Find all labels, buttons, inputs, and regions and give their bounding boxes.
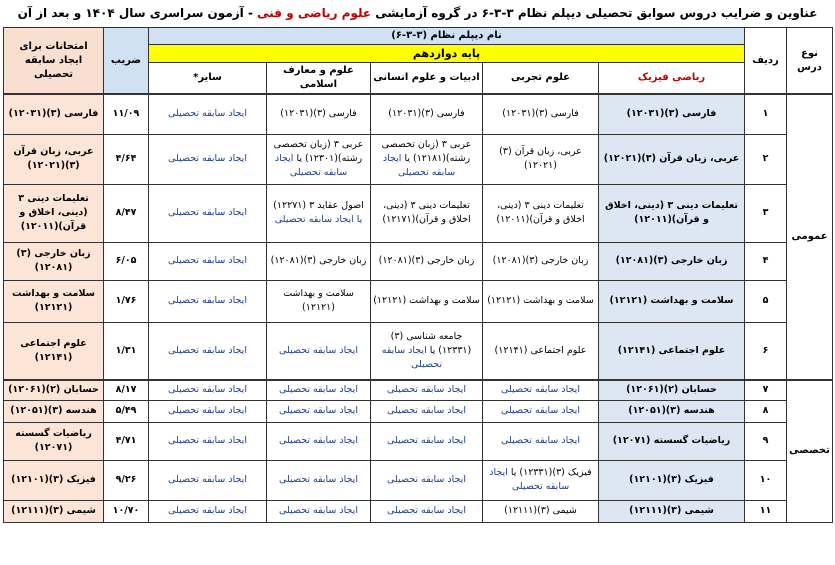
cell-isl: زبان خارجی (۳)(۱۲۰۸۱) [267,242,371,280]
cell-other: ایجاد سابقه تحصیلی [149,322,267,380]
header-grade: پایه دوازدهم [149,45,745,63]
cell-coef: ۱۰/۷۰ [104,500,149,522]
cell-lit: فارسی (۳)(۱۲۰۳۱) [371,94,483,134]
header-exam: امتحانات برای ایجاد سابقه تحصیلی [4,28,104,95]
cell-lit [371,322,483,380]
cell-other: ایجاد سابقه تحصیلی [149,460,267,500]
title-highlight: علوم ریاضی و فنی [257,6,372,20]
cell-exam: زبان خارجی (۳) (۱۲۰۸۱) [4,242,104,280]
cell-math: ریاضیات گسسته (۱۲۰۷۱) [599,422,745,460]
cell-other: ایجاد سابقه تحصیلی [149,400,267,422]
header-col-exp: علوم تجربی [483,63,599,95]
cell-exp [483,460,599,500]
cell-isl: فارسی (۳)(۱۲۰۳۱) [267,94,371,134]
cell-isl-main: عربی ۳ (زبان تخصصی رشته)(۱۲۳۰۱) یا [273,139,364,164]
cell-isl-alt: یا ایجاد سابقه تحصیلی [274,214,363,225]
cell-exp-main: فیزیک (۳)(۱۲۳۳۱) یا [510,467,592,478]
cell-lit: ایجاد سابقه تحصیلی [371,400,483,422]
cell-math: فارسی (۳)(۱۲۰۳۱) [599,94,745,134]
cell-math: شیمی (۳)(۱۲۱۱۱) [599,500,745,522]
cell-math: فیزیک (۳)(۱۲۱۰۱) [599,460,745,500]
cell-math: حسابان (۲)(۱۲۰۶۱) [599,380,745,400]
cell-math: زبان خارجی (۳)(۱۲۰۸۱) [599,242,745,280]
cell-lit: ایجاد سابقه تحصیلی [371,460,483,500]
cell-coef: ۱۱/۰۹ [104,94,149,134]
cell-lit-alt: ایجاد سابقه تحصیلی [381,344,442,370]
cell-exp: زبان خارجی (۳)(۱۲۰۸۱) [483,242,599,280]
cell-other: ایجاد سابقه تحصیلی [149,184,267,242]
header-system: نام دیپلم نظام (۳-۳-۶) [149,28,745,45]
row-number: ۸ [745,400,787,422]
cell-isl [267,134,371,184]
cell-coef: ۵/۴۹ [104,400,149,422]
page-title [0,0,835,26]
cell-exam: حسابان (۲)(۱۲۰۶۱) [4,380,104,400]
header-col-other: سایر* [149,63,267,95]
title-text-1: عناوین و ضرایب دروس سوابق تحصیلی دیپلم نظام ۳-۳-۶ در گروه آزمایشی [375,6,818,20]
cell-coef: ۸/۴۷ [104,184,149,242]
cell-exam: هندسه (۳)(۱۲۰۵۱) [4,400,104,422]
cell-coef: ۴/۷۱ [104,422,149,460]
cell-exam: سلامت و بهداشت (۱۲۱۲۱) [4,280,104,322]
row-number: ۱۰ [745,460,787,500]
cell-exam: ریاضیات گسسته (۱۲۰۷۱) [4,422,104,460]
row-number: ۳ [745,184,787,242]
row-number: ۶ [745,322,787,380]
cell-isl: ایجاد سابقه تحصیلی [267,322,371,380]
cell-exam: شیمی (۳)(۱۲۱۱۱) [4,500,104,522]
cell-other: ایجاد سابقه تحصیلی [149,422,267,460]
group-specialized: تخصصی [787,380,833,522]
row-number: ۷ [745,380,787,400]
header-col-isl: علوم و معارف اسلامی [267,63,371,95]
cell-math: عربی، زبان قرآن (۳)(۱۲۰۲۱) [599,134,745,184]
cell-exp: شیمی (۳)(۱۲۱۱۱) [483,500,599,522]
coefficients-table [3,27,833,523]
cell-exam: فارسی (۳)(۱۲۰۳۱) [4,94,104,134]
row-number: ۱۱ [745,500,787,522]
cell-lit [371,134,483,184]
cell-isl: ایجاد سابقه تحصیلی [267,400,371,422]
cell-math: تعلیمات دینی ۳ (دینی، اخلاق و قرآن)(۱۲۰۱۱) [599,184,745,242]
cell-other: ایجاد سابقه تحصیلی [149,500,267,522]
cell-coef: ۶/۰۵ [104,242,149,280]
cell-coef: ۱/۳۱ [104,322,149,380]
header-col-math: ریاضی فیزیک [599,63,745,95]
cell-exp: عربی، زبان قرآن (۳)(۱۲۰۲۱) [483,134,599,184]
row-number: ۴ [745,242,787,280]
cell-math: هندسه (۳)(۱۲۰۵۱) [599,400,745,422]
cell-lit: تعلیمات دینی ۳ (دینی، اخلاق و قرآن)(۱۲۱۷۱) [371,184,483,242]
cell-exp: سلامت و بهداشت (۱۲۱۲۱) [483,280,599,322]
cell-exp: ایجاد سابقه تحصیلی [483,400,599,422]
row-number: ۵ [745,280,787,322]
cell-other: ایجاد سابقه تحصیلی [149,380,267,400]
cell-exp: علوم اجتماعی (۱۲۱۴۱) [483,322,599,380]
cell-lit: ایجاد سابقه تحصیلی [371,422,483,460]
cell-coef: ۸/۱۷ [104,380,149,400]
cell-isl: ایجاد سابقه تحصیلی [267,460,371,500]
cell-exp: ایجاد سابقه تحصیلی [483,380,599,400]
title-text-2: - آزمون سراسری سال ۱۴۰۴ و بعد از آن [17,6,253,20]
cell-isl: ایجاد سابقه تحصیلی [267,380,371,400]
cell-exp-alt: ایجاد سابقه تحصیلی [489,467,570,492]
cell-lit: ایجاد سابقه تحصیلی [371,500,483,522]
cell-isl: سلامت و بهداشت (۱۲۱۲۱) [267,280,371,322]
row-number: ۲ [745,134,787,184]
cell-exam: تعلیمات دینی ۳ (دینی، اخلاق و قرآن)(۱۲۰۱۱) [4,184,104,242]
cell-isl [267,184,371,242]
group-general: عمومی [787,94,833,380]
cell-lit: ایجاد سابقه تحصیلی [371,380,483,400]
cell-other: ایجاد سابقه تحصیلی [149,242,267,280]
cell-isl: ایجاد سابقه تحصیلی [267,500,371,522]
cell-other: ایجاد سابقه تحصیلی [149,134,267,184]
header-row: ردیف [745,28,787,95]
cell-math: علوم اجتماعی (۱۲۱۴۱) [599,322,745,380]
cell-other: ایجاد سابقه تحصیلی [149,280,267,322]
row-number: ۱ [745,94,787,134]
cell-exp: فارسی (۳)(۱۲۰۳۱) [483,94,599,134]
cell-isl: ایجاد سابقه تحصیلی [267,422,371,460]
cell-lit-main: عربی ۳ (زبان تخصصی رشته)(۱۲۱۸۱) یا [381,139,472,164]
cell-exp: ایجاد سابقه تحصیلی [483,422,599,460]
cell-isl-alt: ایجاد سابقه تحصیلی [274,153,348,178]
cell-exp: تعلیمات دینی ۳ (دینی، اخلاق و قرآن)(۱۲۰۱۱) [483,184,599,242]
cell-lit: سلامت و بهداشت (۱۲۱۲۱) [371,280,483,322]
cell-coef: ۹/۲۶ [104,460,149,500]
header-col-lit: ادبیات و علوم انسانی [371,63,483,95]
cell-other: ایجاد سابقه تحصیلی [149,94,267,134]
row-number: ۹ [745,422,787,460]
cell-lit: زبان خارجی (۳)(۱۲۰۸۱) [371,242,483,280]
header-type: نوع درس [787,28,833,95]
cell-isl-main: اصول عقاید ۳ (۱۲۲۷۱) [273,200,364,211]
cell-exam: فیزیک (۳)(۱۲۱۰۱) [4,460,104,500]
cell-lit-main: جامعه شناسی (۳) (۱۲۳۳۱) یا [390,330,472,356]
cell-exam: عربی، زبان قرآن (۳)(۱۲۰۲۱) [4,134,104,184]
cell-math: سلامت و بهداشت (۱۲۱۲۱) [599,280,745,322]
cell-coef: ۱/۷۶ [104,280,149,322]
cell-exam: علوم اجتماعی (۱۲۱۴۱) [4,322,104,380]
cell-coef: ۴/۶۴ [104,134,149,184]
header-coef: ضریب [104,28,149,95]
cell-lit-alt: ایجاد سابقه تحصیلی [382,153,456,178]
